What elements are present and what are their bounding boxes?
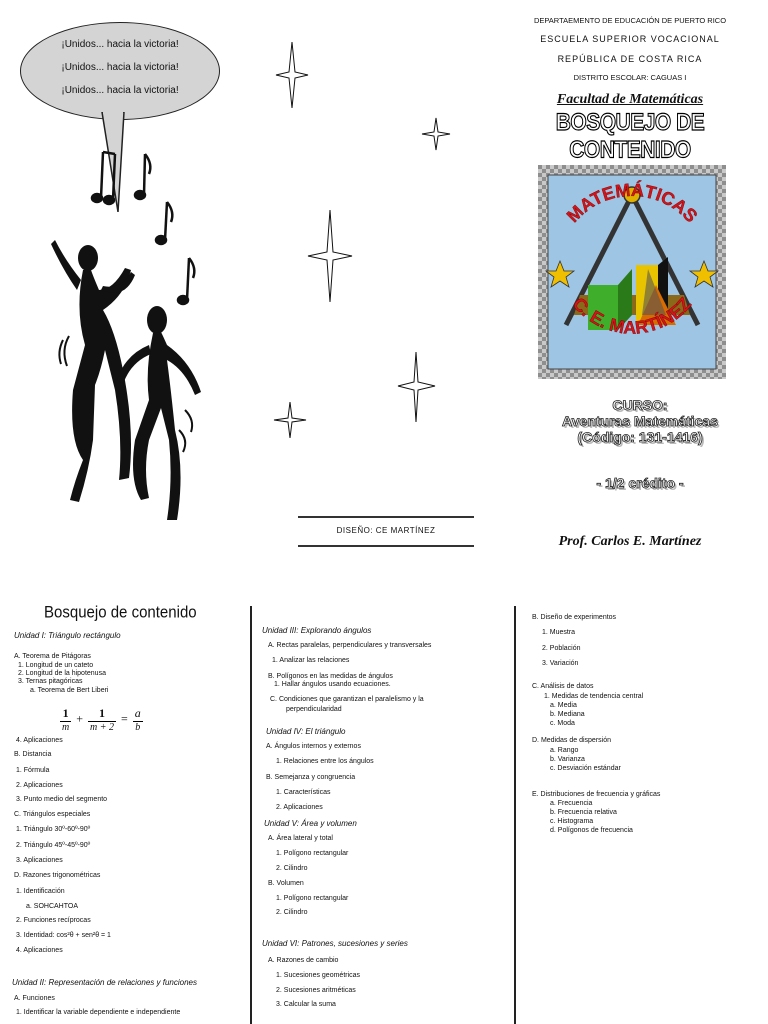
republic-name: REPÚBLICA DE COSTA RICA bbox=[557, 54, 703, 64]
formula-equals: = bbox=[121, 711, 128, 726]
outline-item: 3. Ternas pitagóricas bbox=[18, 678, 83, 685]
bubble-line: ¡Unidos... hacia la victoria! bbox=[61, 85, 179, 96]
outline-item: 4. Aplicaciones bbox=[16, 947, 63, 954]
outline-item: 1. Polígono rectangular bbox=[276, 850, 349, 857]
speech-bubble bbox=[20, 22, 220, 120]
unit-heading: Unidad I: Triángulo rectángulo bbox=[14, 631, 121, 640]
column-divider bbox=[250, 606, 252, 1024]
unit-heading: Unidad II: Representación de relaciones y funciones bbox=[12, 978, 197, 987]
unit-heading: Unidad VI: Patrones, sucesiones y series bbox=[262, 939, 408, 948]
outline-item: 2. Cilindro bbox=[276, 909, 308, 916]
outline-item: C. Análisis de datos bbox=[532, 683, 594, 690]
unit-heading: Unidad V: Área y volumen bbox=[264, 819, 357, 828]
outline-item: 1. Longitud de un cateto bbox=[18, 662, 94, 669]
dancing-figures-illustration bbox=[45, 140, 215, 535]
outline-item: perpendicularidad bbox=[286, 706, 342, 713]
outline-item: b. Mediana bbox=[550, 711, 585, 718]
credit-rule-bottom bbox=[298, 545, 474, 547]
pythagorean-formula bbox=[58, 706, 145, 733]
department-name: DEPARTAEMENTO DE EDUCACIÓN DE PUERTO RICO bbox=[533, 16, 727, 25]
outline-item: b. Varianza bbox=[550, 756, 585, 763]
outline-item: 2. Población bbox=[542, 645, 581, 652]
professor-name: Prof. Carlos E. Martínez bbox=[558, 534, 702, 549]
outline-item: A. Teorema de Pitágoras bbox=[14, 653, 91, 660]
course-label: CURSO: bbox=[612, 397, 668, 413]
music-notes-icon bbox=[92, 152, 194, 304]
outline-item: 3. Aplicaciones bbox=[16, 857, 63, 864]
district-name: DISTRITO ESCOLAR: CAGUAS I bbox=[573, 73, 687, 82]
course-code: (Código: 131-1416) bbox=[577, 429, 703, 445]
outline-item: 2. Sucesiones aritméticas bbox=[276, 987, 356, 994]
outline-item: 2. Triángulo 45º-45º-90º bbox=[16, 842, 91, 849]
outline-item: A. Área lateral y total bbox=[268, 835, 333, 842]
sparkle-icon bbox=[276, 42, 308, 108]
formula-denominator: m bbox=[62, 722, 70, 733]
school-name: ESCUELA SUPERIOR VOCACIONAL bbox=[540, 34, 720, 44]
formula-denominator: b bbox=[135, 722, 141, 733]
outline-item: a. Teorema de Bert Liberi bbox=[30, 687, 109, 694]
outline-item: d. Polígonos de frecuencia bbox=[550, 827, 633, 834]
outline-item: a. SOHCAHTOA bbox=[26, 903, 78, 910]
outline-item: E. Distribuciones de frecuencia y gráficas bbox=[532, 791, 661, 798]
course-credit: - 1/2 crédito - bbox=[596, 475, 684, 491]
sparkles-decoration bbox=[260, 30, 460, 450]
course-name: Aventuras Matemáticas bbox=[562, 413, 718, 429]
formula-plus: + bbox=[76, 711, 84, 726]
outline-item: c. Moda bbox=[550, 720, 575, 727]
outline-item: C. Triángulos especiales bbox=[14, 811, 91, 818]
outline-item: 1. Polígono rectangular bbox=[276, 895, 349, 902]
outline-item: D. Razones trigonométricas bbox=[14, 872, 101, 879]
outline-item: 2. Cilindro bbox=[276, 865, 308, 872]
outline-item: 2. Funciones recíprocas bbox=[16, 917, 91, 924]
design-credit: DISEÑO: CE MARTÍNEZ bbox=[336, 526, 436, 535]
outline-item: B. Polígonos en las medidas de ángulos bbox=[268, 673, 393, 680]
outline-item: c. Desviación estándar bbox=[550, 765, 621, 772]
outline-item: 4. Aplicaciones bbox=[16, 737, 63, 744]
sparkle-icon bbox=[274, 402, 306, 438]
outline-item: a. Media bbox=[550, 702, 577, 709]
outline-item: 1. Sucesiones geométricas bbox=[276, 972, 361, 979]
outline-item: 1. Hallar ángulos usando ecuaciones. bbox=[274, 681, 391, 688]
outline-item: 1. Características bbox=[276, 789, 331, 796]
outline-item: A. Razones de cambio bbox=[268, 957, 339, 964]
outline-item: 1. Medidas de tendencia central bbox=[544, 693, 644, 700]
outline-item: 1. Relaciones entre los ángulos bbox=[276, 758, 374, 765]
logo-top-text: MATEMÁTICAS bbox=[562, 179, 702, 227]
sparkle-icon bbox=[422, 118, 450, 150]
outline-item: 2. Aplicaciones bbox=[16, 782, 63, 789]
outline-item: 3. Identidad: cos²θ + sen²θ = 1 bbox=[16, 932, 111, 939]
formula-numerator: 1 bbox=[60, 706, 71, 722]
outline-item: 1. Analizar las relaciones bbox=[272, 657, 350, 664]
outline-item: B. Semejanza y congruencia bbox=[266, 774, 356, 781]
outline-item: 1. Identificación bbox=[16, 888, 65, 895]
outline-item: 1. Triángulo 30º-60º-90º bbox=[16, 826, 91, 833]
formula-numerator: a bbox=[134, 706, 141, 720]
outline-title: Bosquejo de contenido bbox=[44, 603, 197, 622]
sparkle-icon bbox=[308, 210, 352, 302]
outline-item: 2. Longitud de la hipotenusa bbox=[18, 670, 106, 677]
outline-item: B. Distancia bbox=[14, 751, 52, 758]
outline-item: A. Funciones bbox=[14, 995, 55, 1002]
bubble-line: ¡Unidos... hacia la victoria! bbox=[61, 62, 179, 73]
bubble-line: ¡Unidos... hacia la victoria! bbox=[61, 39, 179, 50]
outline-item: 3. Variación bbox=[542, 660, 579, 667]
faculty-name: Facultad de Matemáticas bbox=[556, 92, 704, 107]
outline-item: B. Diseño de experimentos bbox=[532, 614, 617, 621]
cover-title: BOSQUEJO DE CONTENIDO bbox=[555, 109, 705, 164]
credit-rule-top bbox=[298, 516, 474, 518]
outline-item: A. Ángulos internos y externos bbox=[266, 743, 361, 750]
unit-heading: Unidad III: Explorando ángulos bbox=[262, 626, 372, 635]
outline-item: a. Rango bbox=[550, 747, 579, 754]
outline-item: 1. Identificar la variable dependiente e independiente bbox=[16, 1009, 181, 1016]
outline-item: a. Frecuencia bbox=[550, 800, 593, 807]
outline-item: 1. Muestra bbox=[542, 629, 576, 636]
outline-item: 2. Aplicaciones bbox=[276, 804, 323, 811]
outline-item: 3. Punto medio del segmento bbox=[16, 796, 108, 803]
formula-numerator: 1 bbox=[88, 706, 116, 722]
outline-item: D. Medidas de dispersión bbox=[532, 737, 611, 744]
sparkle-icon bbox=[398, 352, 435, 422]
outline-item: b. Frecuencia relativa bbox=[550, 809, 617, 816]
outline-item: B. Volumen bbox=[268, 880, 304, 887]
logo-bottom-text: C. E. MARTÍNEZ bbox=[568, 293, 696, 338]
outline-item: 1. Fórmula bbox=[16, 767, 50, 774]
unit-heading: Unidad IV: El triángulo bbox=[266, 727, 346, 736]
outline-item: c. Histograma bbox=[550, 818, 594, 825]
outline-item: C. Condiciones que garantizan el paralelismo y la bbox=[270, 696, 424, 703]
formula-denominator: m + 2 bbox=[90, 722, 114, 733]
outline-item: 3. Calcular la suma bbox=[276, 1001, 336, 1008]
outline-item: A. Rectas paralelas, perpendiculares y transversales bbox=[268, 642, 432, 649]
column-divider bbox=[514, 606, 516, 1024]
matematicas-logo bbox=[538, 165, 726, 379]
